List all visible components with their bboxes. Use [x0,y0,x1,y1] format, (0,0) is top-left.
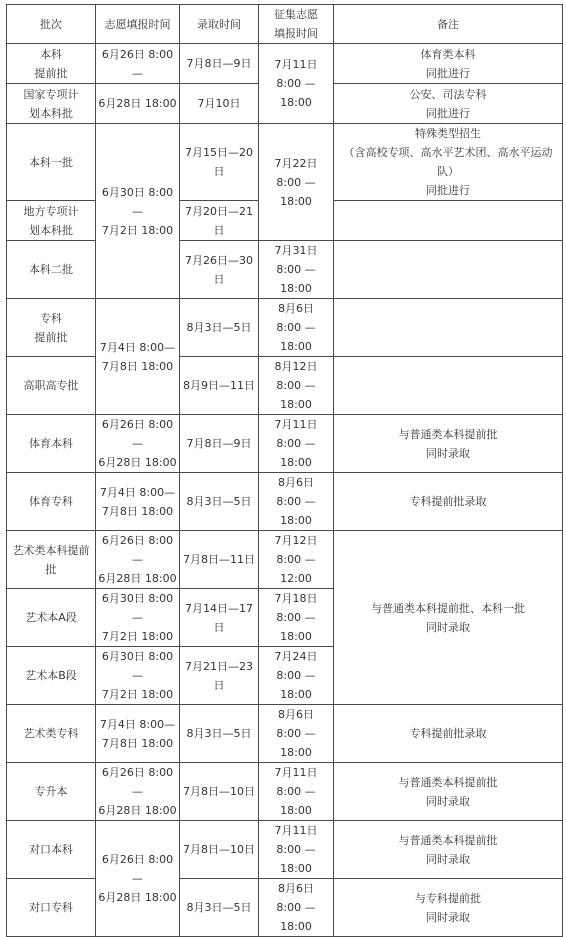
batch-cell: 地方专项计 划本科批 [7,201,96,241]
remarks-cell: 与普通类本科提前批 同时录取 [334,821,563,879]
solicit-time-cell: 7月31日 8:00 — 18:00 [259,241,334,299]
fill-time-cell: 6月26日 8:00— 6月28日 18:00 [96,531,180,589]
remarks-cell: 特殊类型招生 （含高校专项、高水平艺术团、高水平运动队） 同批进行 [334,124,563,201]
solicit-time-cell: 8月6日 8:00 — 18:00 [259,705,334,763]
remarks-cell: 公安、司法专科 同批进行 [334,84,563,124]
fill-time-cell: 7月4日 8:00— 7月8日 18:00 [96,299,180,415]
solicit-time-cell: 8月6日 8:00 — 18:00 [259,299,334,357]
table-row [7,705,563,763]
table-row [7,241,563,299]
solicit-time-cell: 7月12日 8:00 — 12:00 [259,531,334,589]
batch-cell: 专升本 [7,763,96,821]
admission-time-cell: 8月3日—5日 [180,299,259,357]
batch-cell: 艺术类本科提前批 [7,531,96,589]
admission-time-cell: 7月15日—20日 [180,124,259,201]
admission-time-cell: 7月20日—21日 [180,201,259,241]
admission-time-cell: 7月10日 [180,84,259,124]
remarks-cell: 与普通类本科提前批 同时录取 [334,415,563,473]
fill-time-cell: 6月30日 8:00— 7月2日 18:00 [96,124,180,299]
remarks-cell [334,241,563,299]
fill-time-cell: 6月26日 8:00— 6月28日 18:00 [96,821,180,937]
admission-time-cell: 7月8日—9日 [180,44,259,84]
remarks-cell: 与普通类本科提前批、本科一批 同时录取 [334,531,563,705]
table-row [7,415,563,473]
batch-cell: 对口本科 [7,821,96,879]
table-row [7,473,563,531]
fill-time-cell: 6月30日 8:00— 7月2日 18:00 [96,589,180,647]
header-batch: 批次 [7,5,96,44]
remarks-cell: 专科提前批录取 [334,473,563,531]
remarks-cell [334,357,563,415]
fill-time-cell: 7月4日 8:00— 7月8日 18:00 [96,473,180,531]
batch-cell: 体育本科 [7,415,96,473]
fill-time-cell: 6月26日 8:00— [96,44,180,84]
fill-time-cell: 6月26日 8:00— 6月28日 18:00 [96,763,180,821]
table-row [7,531,563,589]
admission-time-cell: 7月14日—17日 [180,589,259,647]
admission-time-cell: 7月8日—9日 [180,415,259,473]
header-remarks: 备注 [334,5,563,44]
header-solicit-time: 征集志愿 填报时间 [259,5,334,44]
admission-time-cell: 8月3日—5日 [180,473,259,531]
solicit-time-cell: 7月24日 8:00 — 18:00 [259,647,334,705]
solicit-time-cell: 7月11日 8:00 — 18:00 [259,44,334,124]
solicit-time-cell: 7月11日 8:00 — 18:00 [259,821,334,879]
solicit-time-cell: 7月11日 8:00 — 18:00 [259,415,334,473]
remarks-cell: 与专科提前批 同时录取 [334,879,563,937]
batch-cell: 艺术本B段 [7,647,96,705]
remarks-cell: 体育类本科 同批进行 [334,44,563,84]
admission-time-cell: 8月9日—11日 [180,357,259,415]
remarks-cell: 与普通类本科提前批 同时录取 [334,763,563,821]
fill-time-cell: 7月4日 8:00— 7月8日 18:00 [96,705,180,763]
batch-cell: 本科一批 [7,124,96,201]
header-fill-time: 志愿填报时间 [96,5,180,44]
solicit-time-cell: 8月6日 8:00 — 18:00 [259,879,334,937]
admission-time-cell: 8月3日—5日 [180,705,259,763]
table-row [7,763,563,821]
solicit-time-cell: 7月11日 8:00 — 18:00 [259,763,334,821]
table-row [7,879,563,937]
batch-cell: 艺术本A段 [7,589,96,647]
fill-time-cell: 6月30日 8:00— 7月2日 18:00 [96,647,180,705]
table-row [7,821,563,879]
batch-cell: 对口专科 [7,879,96,937]
header-admission-time: 录取时间 [180,5,259,44]
batch-cell: 国家专项计 划本科批 [7,84,96,124]
fill-time-cell: 6月28日 18:00 [96,84,180,124]
batch-cell: 本科二批 [7,241,96,299]
batch-cell: 体育专科 [7,473,96,531]
fill-time-cell: 6月26日 8:00— 6月28日 18:00 [96,415,180,473]
solicit-time-cell: 8月12日 8:00 — 18:00 [259,357,334,415]
remarks-cell [334,201,563,241]
batch-cell: 艺术类专科 [7,705,96,763]
solicit-time-cell: 8月6日 8:00 — 18:00 [259,473,334,531]
admission-time-cell: 7月8日—10日 [180,821,259,879]
solicit-time-cell: 7月22日 8:00 — 18:00 [259,124,334,241]
remarks-cell: 专科提前批录取 [334,705,563,763]
admission-time-cell: 7月8日—10日 [180,763,259,821]
table-row [7,357,563,415]
table-row [7,124,563,201]
admission-time-cell: 7月8日—11日 [180,531,259,589]
table-row [7,299,563,357]
batch-cell: 本科 提前批 [7,44,96,84]
batch-cell: 专科 提前批 [7,299,96,357]
admission-time-cell: 7月26日—30日 [180,241,259,299]
remarks-cell [334,299,563,357]
admission-time-cell: 7月21日—23日 [180,647,259,705]
table-header-row [7,5,563,44]
admission-time-cell: 8月3日—5日 [180,879,259,937]
admission-schedule-table [6,4,563,937]
batch-cell: 高职高专批 [7,357,96,415]
table-row [7,44,563,84]
solicit-time-cell: 7月18日 8:00 — 18:00 [259,589,334,647]
